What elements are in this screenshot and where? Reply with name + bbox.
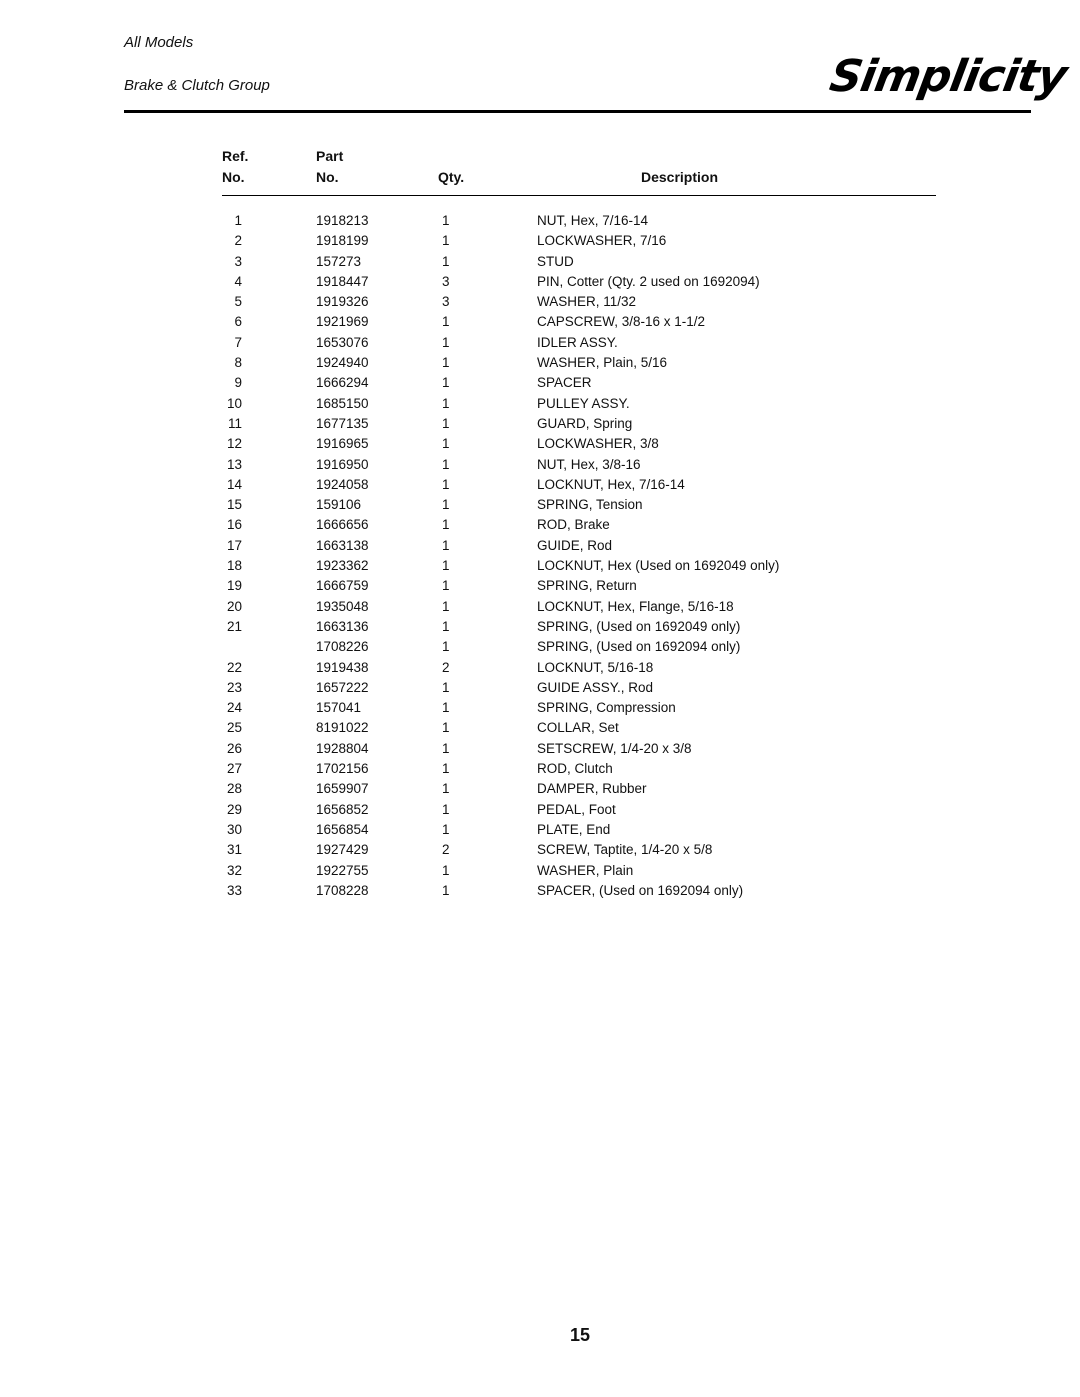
ref-number: 6 (234, 314, 242, 330)
part-number: 1922755 (316, 862, 369, 878)
part-number: 8191022 (316, 720, 369, 736)
ref-number: 24 (226, 700, 242, 716)
quantity: 1 (442, 618, 450, 634)
ref-number: 14 (226, 476, 242, 492)
quantity: 1 (442, 882, 450, 898)
table-row (0, 820, 1080, 840)
description: ROD, Brake (537, 517, 610, 533)
part-number: 1666759 (316, 578, 369, 594)
ref-number: 23 (226, 679, 242, 695)
quantity: 1 (442, 761, 450, 777)
part-number: 1685150 (316, 395, 369, 411)
part-number: 1666294 (316, 375, 369, 391)
part-number: 1919326 (316, 294, 369, 310)
ref-number: 19 (226, 578, 242, 594)
table-row (0, 698, 1080, 718)
table-row (0, 252, 1080, 272)
quantity: 1 (442, 497, 450, 513)
quantity: 1 (442, 700, 450, 716)
description: PIN, Cotter (Qty. 2 used on 1692094) (537, 273, 760, 289)
part-number: 1919438 (316, 659, 369, 675)
quantity: 1 (442, 720, 450, 736)
simplicity-logo: Simplicity (826, 51, 1071, 102)
table-row (0, 333, 1080, 353)
quantity: 1 (442, 862, 450, 878)
description: NUT, Hex, 3/8-16 (537, 456, 641, 472)
ref-number: 18 (226, 558, 242, 574)
table-row (0, 597, 1080, 617)
ref-number: 3 (234, 253, 242, 269)
description: LOCKNUT, 5/16-18 (537, 659, 654, 675)
description: SPRING, (Used on 1692094 only) (537, 639, 741, 655)
part-number: 1924940 (316, 355, 369, 371)
part-number: 1916950 (316, 456, 369, 472)
ref-number: 12 (226, 436, 242, 452)
quantity: 1 (442, 517, 450, 533)
table-row (0, 434, 1080, 454)
part-number: 1656854 (316, 821, 369, 837)
ref-number: 20 (226, 598, 242, 614)
description: COLLAR, Set (537, 720, 619, 736)
quantity: 1 (442, 558, 450, 574)
ref-number: 4 (234, 273, 242, 289)
part-number: 157041 (316, 700, 362, 716)
description: LOCKNUT, Hex (Used on 1692049 only) (537, 558, 780, 574)
quantity: 1 (442, 679, 450, 695)
table-row (0, 861, 1080, 881)
quantity: 1 (442, 456, 450, 472)
description: CAPSCREW, 3/8-16 x 1-1/2 (537, 314, 706, 330)
table-row (0, 414, 1080, 434)
table-row (0, 739, 1080, 759)
quantity: 2 (442, 659, 450, 675)
header-rule (124, 110, 1031, 113)
part-number: 1923362 (316, 558, 369, 574)
ref-number: 25 (226, 720, 242, 736)
ref-number: 29 (226, 801, 242, 817)
description: WASHER, 11/32 (537, 294, 637, 310)
quantity: 1 (442, 781, 450, 797)
table-row (0, 718, 1080, 738)
ref-number: 22 (226, 659, 242, 675)
table-row (0, 536, 1080, 556)
ref-number: 21 (226, 618, 242, 634)
table-row (0, 515, 1080, 535)
quantity: 1 (442, 415, 450, 431)
part-number: 159106 (316, 497, 362, 513)
description: SETSCREW, 1/4-20 x 3/8 (537, 740, 692, 756)
description: PEDAL, Foot (537, 801, 616, 817)
quantity: 1 (442, 253, 450, 269)
part-number: 1663138 (316, 537, 369, 553)
table-row (0, 576, 1080, 596)
ref-number: 1 (234, 213, 242, 228)
description: WASHER, Plain (537, 862, 634, 878)
ref-number: 16 (226, 517, 242, 533)
col-header-description: Description (641, 169, 719, 185)
description: SPRING, (Used on 1692049 only) (537, 618, 741, 634)
table-row (0, 394, 1080, 414)
description: LOCKNUT, Hex, 7/16-14 (537, 476, 685, 492)
ref-number: 5 (234, 294, 242, 310)
part-number: 1935048 (316, 598, 369, 614)
ref-number: 33 (226, 882, 242, 898)
quantity: 1 (442, 395, 450, 411)
table-row (0, 211, 1080, 231)
part-number: 1927429 (316, 842, 369, 858)
part-number: 1666656 (316, 517, 369, 533)
quantity: 1 (442, 375, 450, 391)
description: GUARD, Spring (537, 415, 633, 431)
table-row (0, 678, 1080, 698)
part-number: 1653076 (316, 334, 369, 350)
part-number: 1663136 (316, 618, 369, 634)
description: SPACER (537, 375, 592, 391)
quantity: 1 (442, 578, 450, 594)
quantity: 1 (442, 314, 450, 330)
quantity: 1 (442, 233, 450, 249)
table-row (0, 759, 1080, 779)
description: IDLER ASSY. (537, 334, 618, 350)
col-header-ref-line1: Ref. (222, 148, 249, 164)
table-row (0, 840, 1080, 860)
parts-list (0, 211, 1080, 901)
quantity: 1 (442, 537, 450, 553)
ref-number: 10 (226, 395, 242, 411)
description: PULLEY ASSY. (537, 395, 630, 411)
part-number: 1656852 (316, 801, 369, 817)
ref-number: 26 (226, 740, 242, 756)
ref-number: 27 (226, 761, 242, 777)
col-header-ref-line2: No. (222, 169, 245, 185)
table-row (0, 312, 1080, 332)
table-row (0, 353, 1080, 373)
quantity: 2 (442, 842, 450, 858)
table-row (0, 373, 1080, 393)
table-row (0, 556, 1080, 576)
table-row (0, 231, 1080, 251)
ref-number: 32 (226, 862, 242, 878)
description: SCREW, Taptite, 1/4-20 x 5/8 (537, 842, 713, 858)
page-number: 15 (570, 1325, 591, 1345)
table-row (0, 637, 1080, 657)
section-title: Brake & Clutch Group (124, 77, 270, 94)
description: GUIDE ASSY., Rod (537, 679, 654, 695)
description: SPRING, Compression (537, 700, 676, 716)
table-row (0, 292, 1080, 312)
table-row (0, 800, 1080, 820)
description: SPACER, (Used on 1692094 only) (537, 882, 744, 898)
description: PLATE, End (537, 821, 611, 837)
quantity: 3 (442, 294, 450, 310)
ref-number: 7 (234, 334, 242, 350)
quantity: 1 (442, 436, 450, 452)
part-number: 1708226 (316, 639, 369, 655)
quantity: 1 (442, 821, 450, 837)
part-number: 1928804 (316, 740, 369, 756)
quantity: 1 (442, 598, 450, 614)
description: GUIDE, Rod (537, 537, 613, 553)
col-header-part-line1: Part (316, 148, 344, 164)
quantity: 1 (442, 639, 450, 655)
part-number: 1659907 (316, 781, 369, 797)
quantity: 1 (442, 213, 450, 228)
part-number: 1702156 (316, 761, 369, 777)
col-header-qty: Qty. (438, 169, 465, 185)
part-number: 157273 (316, 253, 362, 269)
ref-number: 17 (226, 537, 242, 553)
description: LOCKWASHER, 7/16 (537, 233, 667, 249)
part-number: 1924058 (316, 476, 369, 492)
part-number: 1708228 (316, 882, 369, 898)
part-number: 1657222 (316, 679, 369, 695)
table-row (0, 475, 1080, 495)
ref-number: 11 (227, 415, 242, 431)
ref-number: 9 (234, 375, 242, 391)
quantity: 1 (442, 334, 450, 350)
column-header-rule (222, 195, 936, 196)
description: DAMPER, Rubber (537, 781, 647, 797)
description: WASHER, Plain, 5/16 (537, 355, 668, 371)
description: LOCKNUT, Hex, Flange, 5/16-18 (537, 598, 734, 614)
table-row (0, 779, 1080, 799)
quantity: 3 (442, 273, 450, 289)
col-header-part-line2: No. (316, 169, 339, 185)
table-row (0, 617, 1080, 637)
quantity: 1 (442, 355, 450, 371)
table-row (0, 495, 1080, 515)
part-number: 1918213 (316, 213, 369, 228)
quantity: 1 (442, 476, 450, 492)
ref-number: 8 (234, 355, 242, 371)
ref-number: 2 (234, 233, 242, 249)
table-row (0, 272, 1080, 292)
table-row (0, 658, 1080, 678)
description: LOCKWASHER, 3/8 (537, 436, 659, 452)
part-number: 1916965 (316, 436, 369, 452)
ref-number: 28 (226, 781, 242, 797)
ref-number: 31 (226, 842, 242, 858)
part-number: 1677135 (316, 415, 369, 431)
table-row (0, 455, 1080, 475)
table-row (0, 881, 1080, 901)
description: SPRING, Return (537, 578, 637, 594)
models-label: All Models (124, 34, 194, 51)
ref-number: 15 (226, 497, 242, 513)
part-number: 1921969 (316, 314, 369, 330)
quantity: 1 (442, 801, 450, 817)
part-number: 1918199 (316, 233, 369, 249)
description: ROD, Clutch (537, 761, 613, 777)
ref-number: 13 (226, 456, 242, 472)
description: SPRING, Tension (537, 497, 643, 513)
quantity: 1 (442, 740, 450, 756)
description: NUT, Hex, 7/16-14 (537, 213, 649, 228)
part-number: 1918447 (316, 273, 369, 289)
description: STUD (537, 253, 574, 269)
ref-number: 30 (226, 821, 242, 837)
